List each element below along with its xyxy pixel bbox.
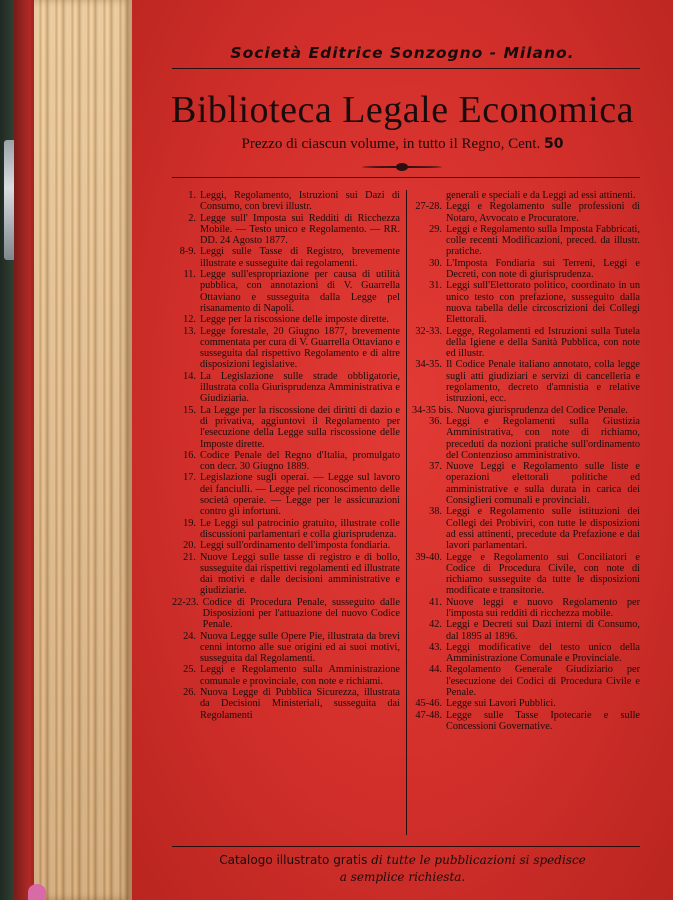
entry-number: 43. xyxy=(429,641,442,653)
catalog-entry xyxy=(412,642,640,665)
entry-text: Le Leggi sul patrocinio gratuito, illustrate colle discussioni parlamentari e colla giurisprudenza. xyxy=(200,517,400,540)
entry-number: 45-46. xyxy=(415,698,442,710)
entry-number: 8-9. xyxy=(179,246,196,258)
footer-second-line: a semplice richiesta. xyxy=(339,870,466,884)
pink-object xyxy=(28,884,46,900)
entry-text: Il Codice Penale italiano annotato, colla legge sugli atti giudiziari e servizi di cancelleria e regolamento, decreto d'amnistia e relative istruzioni, ecc. xyxy=(446,359,640,405)
entry-text: Legge forestale, 20 Giugno 1877, brevemente commentata per cura di V. Guarrella Ottaviano e susseguita dal rispettivo Regolamento e di altre disposizioni legislative. xyxy=(200,325,400,371)
catalog-entry xyxy=(172,664,400,687)
catalog-entry xyxy=(412,190,640,201)
entry-text: Legge per la riscossione delle imposte dirette. xyxy=(200,314,389,326)
entry-number: 2. xyxy=(188,212,196,224)
entry-text: Legislazione sugli operai. — Legge sul lavoro dei fanciulli. — Legge pel riconoscimento delle società operaie. — Legge per le assicurazioni contro gli infortuni. xyxy=(200,472,400,518)
catalog-entry xyxy=(172,552,400,597)
catalog-entry xyxy=(172,597,400,631)
entry-number: 22-23. xyxy=(172,596,199,608)
catalog-entry xyxy=(172,314,400,325)
catalog-entry xyxy=(172,269,400,314)
catalog-entry xyxy=(412,597,640,620)
catalog-entry xyxy=(172,472,400,517)
catalog-column-right xyxy=(412,190,640,732)
entry-number: 14. xyxy=(183,370,196,382)
price-text: Prezzo di ciascun volume, in tutto il Regno, Cent. xyxy=(241,136,541,152)
entry-number: 11. xyxy=(183,269,196,281)
entry-text: Leggi e Regolamenti sulla Giustizia Amministrativa, con note di richiamo, preceduti da nozioni pratiche sull'ordinamento del Contenzioso amministrativo. xyxy=(446,415,640,461)
entry-text: Leggi e Regolamento sulla Imposta Fabbricati, colle recenti Modificazioni, preced. da illustr. pratiche. xyxy=(446,223,640,258)
catalog-entry xyxy=(412,416,640,461)
middle-rule xyxy=(172,177,640,178)
entry-number: 26. xyxy=(183,687,196,699)
catalog-entry xyxy=(412,710,640,733)
entry-number: 30. xyxy=(429,257,442,269)
catalog-entry xyxy=(412,619,640,642)
entry-number: 44. xyxy=(429,664,442,676)
catalog-entry xyxy=(412,224,640,258)
entry-text: L'Imposta Fondiaria sui Terreni, Leggi e Decreti, con note di giurisprudenza. xyxy=(446,257,640,281)
entry-text: Leggi e Decreti sui Dazi interni di Consumo, dal 1895 al 1896. xyxy=(446,619,640,642)
entry-number: 36. xyxy=(429,415,442,427)
entry-number: 21. xyxy=(183,551,196,563)
catalog-entry xyxy=(172,450,400,473)
entry-number: 20. xyxy=(183,540,196,552)
catalog-entry xyxy=(412,359,640,404)
entry-text: Nuove Leggi e Regolamento sulle liste e operazioni elettorali politiche ed amministrative e sulla durata in carica dei Consiglieri comunali e provinciali. xyxy=(446,461,640,507)
entry-number: 32-33. xyxy=(415,325,442,337)
page-edges xyxy=(34,0,132,900)
entry-text: Nuova giurisprudenza del Codice Penale. xyxy=(457,404,628,416)
entry-number: 42. xyxy=(429,619,442,631)
entry-text: Legge sull'espropriazione per causa di utilità pubblica, con annotazioni di V. Guarrella Ottaviano e susseguita dalla Legge pel risanamento di Napoli. xyxy=(200,269,400,314)
catalog-entry xyxy=(172,190,400,213)
catalog-entry xyxy=(412,552,640,597)
entry-text: Leggi e Regolamento sulle istituzioni dei Collegi dei Probiviri, con tutte le disposizioni ad essi attinenti, precedute da Prefazione e dai lavori parlamentari. xyxy=(446,506,640,552)
entry-text: Nuove leggi e nuovo Regolamento per l'imposta sui redditi di ricchezza mobile. xyxy=(446,596,640,619)
entry-text: Nuove Leggi sulle tasse di registro e di bollo, susseguite dai rispettivi regolamenti ed illustrate dai motivi e dalle decisioni amministrative e giudiziarie. xyxy=(200,551,400,597)
entry-text: Legge sulle Tasse Ipotecarie e sulle Concessioni Governative. xyxy=(446,709,640,732)
entry-number: 31. xyxy=(429,280,442,292)
catalog-entry xyxy=(412,326,640,360)
bottom-rule xyxy=(172,846,640,847)
entry-number: 39-40. xyxy=(415,551,442,563)
entry-text: Leggi e Regolamento sulla Amministrazione comunale e provinciale, con note e richiami. xyxy=(200,664,400,687)
catalog-entry xyxy=(172,213,400,247)
catalog-column-left xyxy=(172,190,400,721)
catalog-entry xyxy=(412,506,640,551)
entry-number: 37. xyxy=(429,461,442,473)
entry-number: 12. xyxy=(183,314,196,326)
price-line xyxy=(132,136,673,153)
catalog-entry xyxy=(412,405,640,416)
catalog-entry xyxy=(172,371,400,405)
ornament-divider xyxy=(362,163,442,171)
entry-text: Leggi sull'Elettorato politico, coordinato in un unico testo con prefazione, susseguito dalla nuova tabella delle circoscrizioni dei Collegi Elettorali. xyxy=(446,280,640,326)
entry-text: La Legislazione sulle strade obbligatorie, illustrata colla Giurisprudenza Amministrativa e Giudiziaria. xyxy=(200,370,400,405)
footer-italic-text: di tutte le pubblicazioni si spedisce xyxy=(371,853,586,867)
entry-number: 38. xyxy=(429,506,442,518)
entry-number: 34-35 bis. xyxy=(412,404,454,416)
entry-number: 24. xyxy=(183,630,196,642)
catalog-entry xyxy=(172,246,400,269)
catalog-entry xyxy=(412,201,640,224)
entry-text: Legge sull' Imposta sui Redditi di Ricchezza Mobile. — Testo unico e Regolamento. — RR. DD. 24 Agosto 1877. xyxy=(200,212,400,247)
entry-text: Regolamento Generale Giudiziario per l'esecuzione dei Codici di Procedura Civile e Penale. xyxy=(446,664,640,699)
catalog-entry xyxy=(172,518,400,541)
entry-number: 17. xyxy=(183,472,196,484)
catalog-footer xyxy=(132,852,673,886)
entry-text: Codice Penale del Regno d'Italia, promulgato con decr. 30 Giugno 1889. xyxy=(200,449,400,473)
entry-text: Legge e Regolamento sui Conciliatori e Codice di Procedura Civile, con note di richiamo susseguite da tutte le disposizioni modificate e transitorie. xyxy=(446,551,640,597)
entry-number: 25. xyxy=(183,664,196,676)
price-value: 50 xyxy=(543,136,564,152)
entry-text: generali e speciali e da Leggi ad essi attinenti. xyxy=(446,190,636,201)
entry-number: 15. xyxy=(183,404,196,416)
entry-text: Legge, Regolamenti ed Istruzioni sulla Tutela della Igiene e della Sanità Pubblica, con note ed illustr. xyxy=(446,325,640,360)
catalog-entry xyxy=(412,664,640,698)
entry-number: 29. xyxy=(429,223,442,235)
entry-text: Leggi, Regolamento, Istruzioni sui Dazi di Consumo, con brevi illustr. xyxy=(200,190,400,213)
entry-text: Codice di Procedura Penale, susseguito dalle Disposizioni per l'attuazione del nuovo Codice Penale. xyxy=(202,596,400,631)
entry-text: La Legge per la riscossione dei diritti di dazio e di privativa, aggiuntovi il Regolamento per l'esecuzione della Legge sulla riscossione delle Imposte dirette. xyxy=(200,404,400,450)
entry-number: 41. xyxy=(429,596,442,608)
catalog-entry xyxy=(172,326,400,371)
catalog-entry xyxy=(412,258,640,281)
entry-number: 34-35. xyxy=(415,359,442,371)
entry-text: Nuova Legge di Pubblica Sicurezza, illustrata da Decisioni Ministeriali, susseguita dai Regolamenti xyxy=(200,687,400,721)
entry-text: Nuova Legge sulle Opere Pie, illustrata da brevi cenni intorno alle sue origini ed ai suoi motivi, susseguita dal Regolamenti. xyxy=(200,630,400,665)
footer-bold-text: Catalogo illustrato gratis xyxy=(219,853,368,867)
publisher-line: Società Editrice Sonzogno - Milano. xyxy=(230,44,575,62)
catalog-entry xyxy=(412,698,640,709)
cover-title: Biblioteca Legale Economica xyxy=(171,89,634,131)
catalog-entry xyxy=(172,687,400,721)
top-rule xyxy=(172,68,640,69)
catalog-entry xyxy=(172,631,400,665)
catalog-entry xyxy=(412,461,640,506)
entry-number: 47-48. xyxy=(415,709,442,721)
entry-text: Leggi sulle Tasse di Registro, brevemente illustrate e susseguite dai regolamenti. xyxy=(200,246,400,269)
entry-number: 16. xyxy=(183,449,196,461)
catalog-entry xyxy=(172,540,400,551)
entry-text: Leggi modificative del testo unico della Amministrazione Comunale e Provinciale. xyxy=(446,641,640,665)
entry-text: Leggi e Regolamento sulle professioni di Notaro, Avvocato e Procuratore. xyxy=(446,201,640,224)
entry-number: 1. xyxy=(188,190,196,201)
entry-number: 13. xyxy=(183,325,196,337)
entry-text: Leggi sull'ordinamento dell'imposta fondiaria. xyxy=(200,540,391,552)
book-cover xyxy=(132,0,673,900)
catalog-columns xyxy=(172,190,642,835)
column-divider xyxy=(406,190,407,835)
entry-number xyxy=(412,190,446,201)
catalog-entry xyxy=(172,405,400,450)
entry-number: 19. xyxy=(183,517,196,529)
entry-text: Legge sui Lavori Pubblici. xyxy=(446,698,556,710)
entry-number: 27-28. xyxy=(415,201,442,213)
catalog-entry xyxy=(412,280,640,325)
